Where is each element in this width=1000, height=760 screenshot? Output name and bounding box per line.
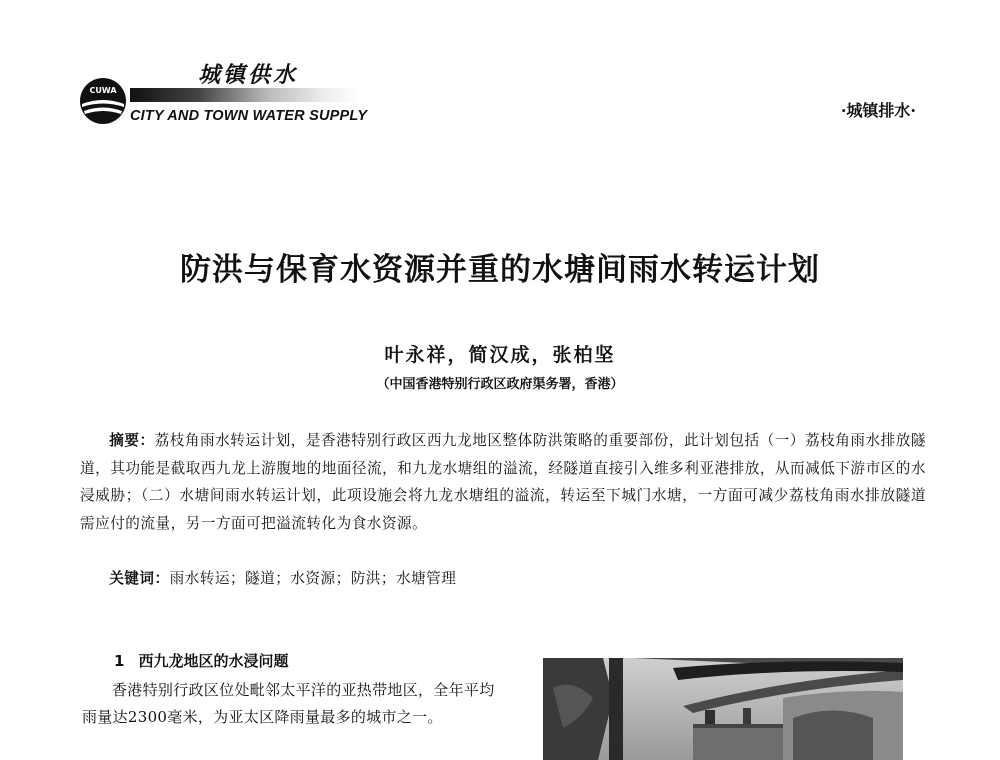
keywords <box>80 567 926 591</box>
article-authors: 叶永祥，简汉成，张柏坚 <box>384 344 616 366</box>
section-title: 西九龙地区的水浸问题 <box>138 652 289 670</box>
section-heading <box>114 650 288 671</box>
logo-gradient-bar <box>130 88 360 102</box>
section-paragraph: 香港特别行政区位处毗邻太平洋的亚热带地区，全年平均雨量达2300毫米，为亚太区降雨量最多的城市之一。 <box>82 681 495 726</box>
section-tag: ·城镇排水· <box>840 101 916 120</box>
keywords-text: 雨水转运；隧道；水资源；防洪；水塘管理 <box>169 570 457 587</box>
author-affiliation: （中国香港特别行政区政府渠务署，香港） <box>376 377 624 392</box>
cuwa-logo-icon <box>78 76 128 126</box>
abstract-label: 摘要： <box>109 432 155 449</box>
journal-title-en: CITY AND TOWN WATER SUPPLY <box>130 108 368 124</box>
bridge-photo <box>543 658 903 760</box>
keywords-label: 关键词： <box>109 570 170 587</box>
abstract <box>80 427 926 537</box>
article-title: 防洪与保育水资源并重的水塘间雨水转运计划 <box>180 252 820 288</box>
journal-title-cn: 城镇供水 <box>198 62 299 88</box>
emblem-text: CUWA <box>89 86 117 95</box>
section-number: 1 <box>114 652 125 670</box>
abstract-text: 荔枝角雨水转运计划，是香港特别行政区西九龙地区整体防洪策略的重要部份，此计划包括（一）荔枝角雨水排放隧道，其功能是截取西九龙上游腹地的地面径流，和九龙水塘组的溢流，经隧道直接引入维多利亚港排放，从而减低下游市区的水浸威胁；（二）水塘间雨水转运计划，此项设施会将九龙水塘组的溢流，转运至下城门水塘，一方面可减少荔枝角雨水排放隧道需应付的流量，另一方面可把溢流转化为食水资源。 <box>80 432 926 532</box>
journal-header <box>78 52 938 132</box>
